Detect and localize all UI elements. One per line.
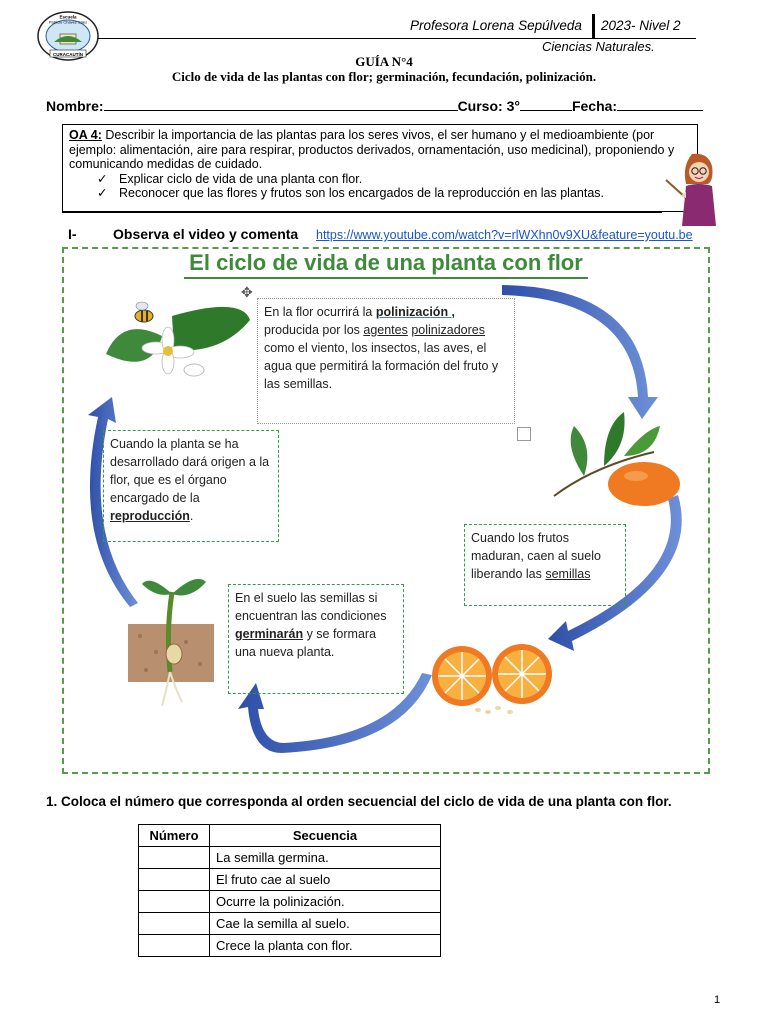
teacher-name: Profesora Lorena Sepúlveda: [410, 18, 582, 33]
sequence-cell: Crece la planta con flor.: [210, 935, 441, 957]
video-link[interactable]: https://www.youtube.com/watch?v=rlWXhn0v9XU&feature=youtu.be: [316, 228, 693, 242]
section-instruction: Observa el video y comenta: [113, 226, 299, 242]
number-cell[interactable]: [139, 935, 210, 957]
column-header-sequence: Secuencia: [210, 825, 441, 847]
page-number: 1: [714, 994, 721, 1006]
move-handle-icon[interactable]: ✥: [241, 284, 253, 300]
flower-textbox: Cuando la planta se ha desarrollado dará origen a la flor, que es el órgano encargado de la reproducción.: [103, 430, 279, 542]
orange-branch-icon: [544, 406, 684, 512]
number-cell[interactable]: [139, 891, 210, 913]
number-cell[interactable]: [139, 869, 210, 891]
keyword-germinate: germinarán: [235, 627, 304, 641]
svg-text:Patricio Chávez Sáez: Patricio Chávez Sáez: [48, 19, 88, 25]
svg-text:Escuela: Escuela: [59, 14, 77, 20]
sequence-cell: Cae la semilla al suelo.: [210, 913, 441, 935]
cycle-arrow-icon: [502, 285, 658, 419]
header-separator: [592, 14, 595, 38]
checkmark-icon: ✓: [97, 186, 108, 200]
teacher-illustration-icon: [664, 152, 724, 232]
curso-label: Curso: 3°: [457, 98, 520, 114]
number-cell[interactable]: [139, 847, 210, 869]
table-row: [139, 869, 441, 891]
curso-field[interactable]: [520, 97, 572, 111]
objective-item: ✓ Explicar ciclo de vida de una planta con flor.: [97, 171, 363, 186]
guide-subtitle: Ciclo de vida de las plantas con flor; germinación, fecundación, polinización.: [171, 69, 597, 84]
fecha-label: Fecha:: [571, 98, 618, 114]
question-1: 1. Coloca el número que corresponda al orden secuencial del ciclo de vida de una planta con flor.: [46, 794, 672, 809]
keyword-seeds: semillas: [545, 567, 591, 581]
sequence-cell: La semilla germina.: [210, 847, 441, 869]
table-row: [139, 913, 441, 935]
table-row: [139, 847, 441, 869]
section-number: I-: [68, 226, 77, 242]
number-cell[interactable]: [139, 913, 210, 935]
cut-orange-icon: [428, 644, 558, 716]
keyword-reproduction: reproducción: [110, 509, 190, 523]
nombre-label: Nombre:: [46, 98, 104, 114]
table-row: [139, 935, 441, 957]
pollination-textbox: En la flor ocurrirá la polinización , producida por los agentes polinizadores como el viento, los insectos, las aves, el agua que permitirá la formación del fruto y las semillas.: [257, 298, 515, 424]
checkmark-icon: ✓: [97, 171, 108, 186]
diagram-title: El ciclo de vida de una planta con flor: [189, 250, 583, 275]
student-fields: [46, 97, 726, 114]
table-header-row: [139, 825, 441, 847]
objective-item: ✓ Reconocer que las flores y frutos son los encargados de la reproducción en las plantas.: [97, 186, 605, 200]
seedling-icon: [126, 572, 216, 708]
table-row: [139, 891, 441, 913]
sequence-cell: Ocurre la polinización.: [210, 891, 441, 913]
fruit-textbox: Cuando los frutos maduran, caen al suelo liberando las semillas: [464, 524, 626, 606]
resize-handle[interactable]: [517, 427, 531, 441]
column-header-number: Número: [139, 825, 210, 847]
keyword-pollination: polinización ,: [375, 305, 456, 319]
nombre-field[interactable]: [104, 97, 458, 111]
objective-text: OA 4: Describir la importancia de las plantas para los seres vivos, el ser humano y el medioambiente (por ejemplo: alimentación, aire para respirar, productos derivados, ornamentación, uso medicinal), proponiendo y comunicando medidas de cuidado.: [69, 128, 675, 171]
seed-textbox: En el suelo las semillas si encuentran las condiciones germinarán y se formara una nueva planta.: [228, 584, 404, 694]
bee-icon: [135, 302, 153, 322]
sequence-cell: El fruto cae al suelo: [210, 869, 441, 891]
flower-icon: [102, 296, 252, 388]
objective-underline: [62, 212, 662, 213]
objective-box: [62, 124, 698, 212]
svg-text:CURACAUTÍN: CURACAUTÍN: [53, 52, 83, 57]
year-level: 2023- Nivel 2: [601, 18, 681, 33]
guide-title: GUÍA N°4: [355, 54, 413, 69]
sequence-table: [138, 824, 441, 957]
fecha-field[interactable]: [617, 97, 703, 111]
objective-code: OA 4:: [69, 128, 102, 142]
subject-name: Ciencias Naturales.: [542, 39, 655, 54]
